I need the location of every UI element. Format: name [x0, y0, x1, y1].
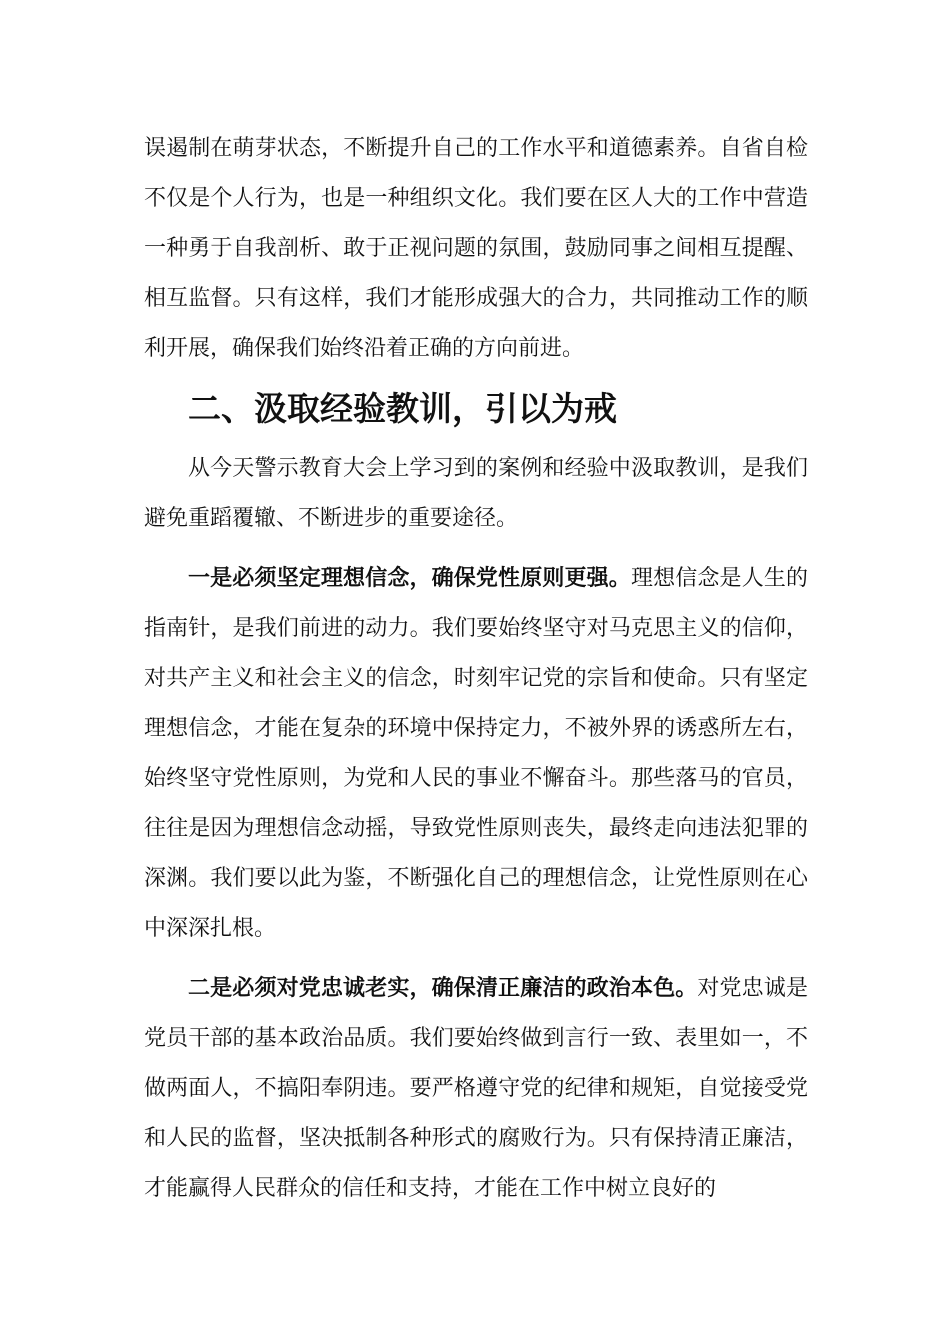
document-page — [144, 124, 808, 1214]
continuation-paragraph: 误遏制在萌芽状态，不断提升自己的工作水平和道德素养。自省自检不仅是个人行为，也是一种组织文化。我们要在区人大的工作中营造一种勇于自我剖析、敢于正视问题的氛围，鼓励同事之间相互提醒、相互监督。只有这样，我们才能形成强大的合力，共同推动工作的顺利开展，确保我们始终沿着正确的方向前进。 — [144, 136, 808, 361]
point-one-body: 理想信念是人生的指南针，是我们前进的动力。我们要始终坚守对马克思主义的信仰，对共产主义和社会主义的信念，时刻牢记党的宗旨和使命。只有坚定理想信念，才能在复杂的环境中保持定力，不被外界的诱惑所左右，始终坚守党性原则，为党和人民的事业不懈奋斗。那些落马的官员，往往是因为理想信念动摇，导致党性原则丧失，最终走向违法犯罪的深渊。我们要以此为鉴，不断强化自己的理想信念，让党性原则在心中深深扎根。 — [144, 566, 808, 941]
point-one-paragraph — [144, 554, 808, 954]
point-two-paragraph — [144, 964, 808, 1214]
point-two-lead: 二是必须对党忠诚老实，确保清正廉洁的政治本色。 — [188, 976, 698, 1001]
point-one-lead: 一是必须坚定理想信念，确保党性原则更强。 — [188, 566, 631, 591]
intro-paragraph: 从今天警示教育大会上学习到的案例和经验中汲取教训，是我们避免重蹈覆辙、不断进步的重要途径。 — [144, 456, 808, 531]
section-heading: 二、汲取经验教训，引以为戒 — [188, 389, 617, 428]
point-two-body: 对党忠诚是党员干部的基本政治品质。我们要始终做到言行一致、表里如一，不做两面人，不搞阳奉阴违。要严格遵守党的纪律和规矩，自觉接受党和人民的监督，坚决抵制各种形式的腐败行为。只有保持清正廉洁，才能赢得人民群众的信任和支持，才能在工作中树立良好的 — [144, 976, 808, 1201]
